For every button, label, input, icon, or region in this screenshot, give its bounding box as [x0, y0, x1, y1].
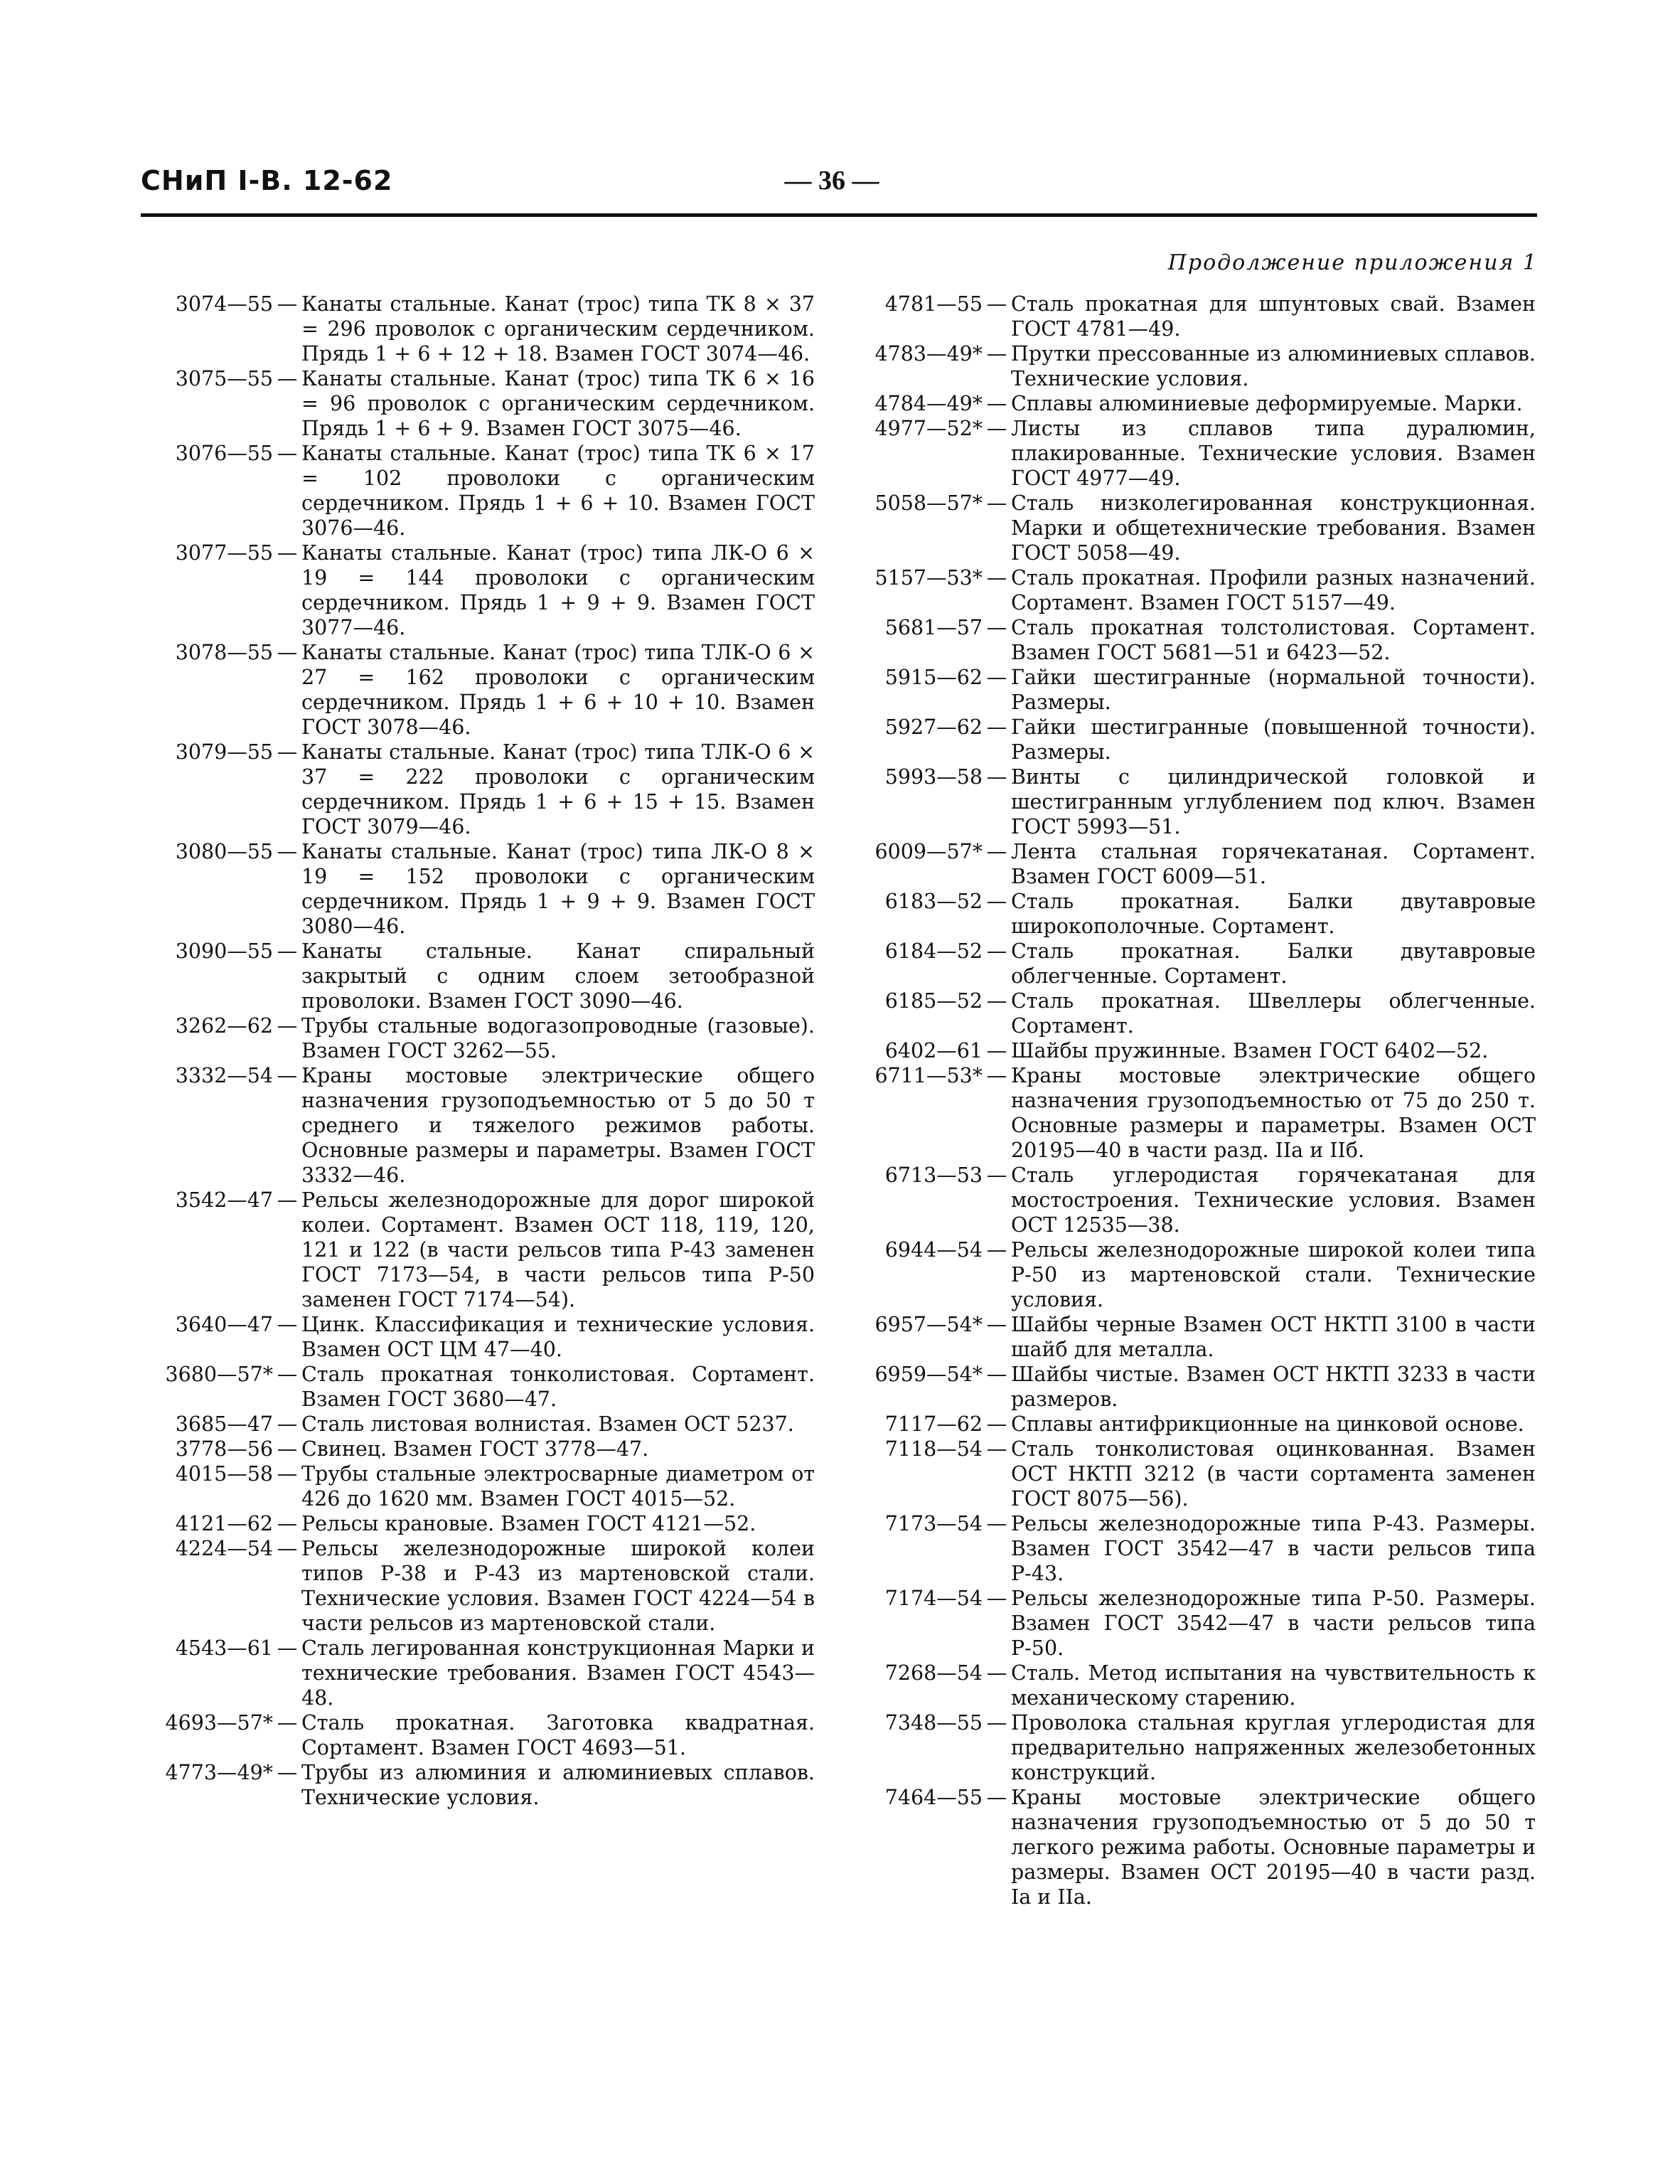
standard-number: 4543—61: [175, 1636, 273, 1660]
entry-dash: —: [986, 890, 1007, 913]
standard-entry: [142, 1536, 815, 1636]
entry-dash: —: [277, 1313, 298, 1336]
standard-description: Канаты стальные. Канат спиральный закрытый с одним слоем зетообразной проволоки. Взамен ГОСТ 3090—46.: [301, 939, 815, 1013]
entry-dash: —: [986, 342, 1007, 366]
standard-description: Краны мостовые электрические общего назначения грузоподъемностью от 5 до 50 т легкого режима работы. Основные параметры и размеры. Взамен ОСТ 20195—40 в части разд. Iа и IIа.: [1011, 1786, 1536, 1909]
entry-dash: —: [277, 1437, 298, 1461]
standard-entry: [142, 1461, 815, 1511]
entry-dash: —: [277, 1363, 298, 1386]
standard-description: Трубы стальные электросварные диаметром от 426 до 1620 мм. Взамен ГОСТ 4015—52.: [301, 1462, 815, 1511]
standard-description: Сталь. Метод испытания на чувствительность к механическому старению.: [1011, 1661, 1536, 1710]
standard-number: 3074—55: [175, 292, 273, 316]
standard-number: 3090—55: [175, 939, 273, 963]
standard-entry: [142, 292, 815, 366]
standard-description: Рельсы железнодорожные широкой колеи типа Р-50 из мартеновской стали. Технические условия.: [1011, 1238, 1536, 1311]
standard-entry: [862, 665, 1536, 715]
standard-entry: [862, 1710, 1536, 1785]
entry-dash: —: [986, 715, 1007, 739]
standard-number: 5993—58: [884, 765, 983, 789]
continuation-title: Продолжение приложения 1: [1167, 250, 1538, 275]
standard-entry: [862, 565, 1536, 615]
standard-description: Шайбы пружинные. Взамен ГОСТ 6402—52.: [1011, 1039, 1489, 1062]
standard-description: Сталь листовая волнистая. Взамен ОСТ 5237.: [301, 1412, 794, 1436]
entry-dash: —: [277, 840, 298, 863]
entry-dash: —: [986, 1786, 1007, 1809]
entry-dash: —: [986, 1437, 1007, 1461]
entry-dash: —: [277, 939, 298, 963]
standard-entry: [142, 939, 815, 1013]
standard-description: Рельсы железнодорожные для дорог широкой колеи. Сортамент. Взамен ОСТ 118, 119, 120, 121 и 122 (в части рельсов типа Р-43 заменен ГОСТ 7173—54, в части рельсов типа Р-50 заменен ГОСТ 7174—54).: [301, 1188, 815, 1311]
standard-number: 7464—55: [884, 1786, 983, 1809]
entry-dash: —: [277, 541, 298, 565]
standard-entry: [142, 1312, 815, 1362]
left-column: [142, 292, 815, 1810]
entry-dash: —: [986, 1661, 1007, 1685]
standard-entry: [862, 1163, 1536, 1237]
standard-description: Лента стальная горячекатаная. Сортамент. Взамен ГОСТ 6009—51.: [1011, 840, 1536, 888]
standard-description: Сталь прокатная. Профили разных назначений. Сортамент. Взамен ГОСТ 5157—49.: [1011, 566, 1536, 614]
standard-number: 3685—47: [175, 1412, 273, 1436]
entry-dash: —: [277, 292, 298, 316]
standard-number: 4977—52*: [874, 417, 983, 440]
entry-dash: —: [277, 442, 298, 465]
standard-entry: [862, 1785, 1536, 1909]
entry-dash: —: [986, 1587, 1007, 1610]
standard-entry: [862, 1661, 1536, 1710]
standard-number: 3778—56: [175, 1437, 273, 1461]
standard-entry: [862, 1312, 1536, 1362]
standard-description: Сталь легированная конструкционная Марки и технические требования. Взамен ГОСТ 4543—48.: [301, 1636, 815, 1710]
standard-number: 4781—55: [884, 292, 983, 316]
entry-dash: —: [277, 740, 298, 764]
standard-entry: [862, 1038, 1536, 1063]
standard-number: 6711—53*: [874, 1064, 983, 1087]
entry-dash: —: [986, 1039, 1007, 1062]
standard-description: Рельсы железнодорожные типа Р-43. Размеры. Взамен ГОСТ 3542—47 в части рельсов типа Р-43.: [1011, 1512, 1536, 1585]
standard-description: Сплавы алюминиевые деформируемые. Марки.: [1011, 392, 1523, 415]
entry-dash: —: [986, 417, 1007, 440]
standard-number: 7348—55: [884, 1711, 983, 1735]
entry-dash: —: [277, 1537, 298, 1560]
standard-description: Канаты стальные. Канат (трос) типа ТК 6 × 16 = 96 проволок с органическим сердечником. Прядь 1 + 6 + 9. Взамен ГОСТ 3075—46.: [301, 367, 815, 440]
document-code: СНиП I-В. 12-62: [141, 165, 393, 196]
standard-number: 7117—62: [884, 1412, 983, 1436]
standard-entry: [142, 1511, 815, 1536]
standard-number: 6183—52: [884, 890, 983, 913]
standard-number: 5157—53*: [874, 566, 983, 590]
standard-entry: [142, 1188, 815, 1312]
standard-entry: [862, 1063, 1536, 1163]
standard-description: Проволока стальная круглая углеродистая для предварительно напряженных железобетонных конструкций.: [1011, 1711, 1536, 1784]
standard-description: Прутки прессованные из алюминиевых сплавов. Технические условия.: [1011, 342, 1536, 390]
standard-description: Сталь низколегированная конструкционная. Марки и общетехнические требования. Взамен ГОСТ 5058—49.: [1011, 491, 1536, 565]
entry-dash: —: [277, 1462, 298, 1486]
entry-dash: —: [986, 1412, 1007, 1436]
standard-description: Сталь прокатная. Балки двутавровые облегченные. Сортамент.: [1011, 939, 1536, 988]
standard-number: 3640—47: [175, 1313, 273, 1336]
standard-description: Гайки шестигранные (повышенной точности). Размеры.: [1011, 715, 1536, 764]
standard-entry: [862, 715, 1536, 765]
standard-description: Канаты стальные. Канат (трос) типа ТЛК-О 6 × 37 = 222 проволоки с органическим сердечником. Прядь 1 + 6 + 15 + 15. Взамен ГОСТ 3079—46.: [301, 740, 815, 838]
standard-entry: [142, 540, 815, 640]
standard-number: 3262—62: [175, 1014, 273, 1038]
standard-description: Канаты стальные. Канат (трос) типа ТК 6 × 17 = 102 проволоки с органическим сердечником. Прядь 1 + 6 + 10. Взамен ГОСТ 3076—46.: [301, 442, 815, 540]
standard-description: Гайки шестигранные (нормальной точности). Размеры.: [1011, 666, 1536, 714]
entry-dash: —: [986, 1064, 1007, 1087]
entry-dash: —: [986, 616, 1007, 639]
standard-entry: [862, 615, 1536, 665]
entry-dash: —: [986, 392, 1007, 415]
standard-description: Шайбы чистые. Взамен ОСТ НКТП 3233 в части размеров.: [1011, 1363, 1536, 1411]
standard-entry: [862, 1237, 1536, 1312]
standard-description: Канаты стальные. Канат (трос) типа ТЛК-О 6 × 27 = 162 проволоки с органическим сердечником. Прядь 1 + 6 + 10 + 10. Взамен ГОСТ 3078—46.: [301, 641, 815, 739]
standard-entry: [862, 1586, 1536, 1661]
standard-entry: [862, 889, 1536, 939]
standard-description: Трубы из алюминия и алюминиевых сплавов. Технические условия.: [301, 1761, 815, 1809]
standard-entry: [142, 1437, 815, 1461]
standard-number: 4224—54: [175, 1537, 273, 1560]
entry-dash: —: [986, 939, 1007, 963]
standard-number: 6009—57*: [874, 840, 983, 863]
standard-entry: [862, 1362, 1536, 1412]
entry-dash: —: [986, 989, 1007, 1013]
standard-number: 4693—57*: [165, 1711, 273, 1735]
standard-entry: [142, 1636, 815, 1710]
standard-number: 7173—54: [884, 1512, 983, 1535]
entry-dash: —: [986, 666, 1007, 689]
entry-dash: —: [986, 1512, 1007, 1535]
standard-number: 3079—55: [175, 740, 273, 764]
entry-dash: —: [986, 765, 1007, 789]
standard-description: Краны мостовые электрические общего назначения грузоподъемностью от 75 до 250 т. Основные размеры и параметры. Взамен ОСТ 20195—40 в части разд. IIа и IIб.: [1011, 1064, 1536, 1162]
page-number: — 36 —: [784, 166, 879, 196]
standard-number: 6957—54*: [874, 1313, 983, 1336]
standard-entry: [142, 740, 815, 839]
entry-dash: —: [277, 367, 298, 390]
standard-entry: [142, 1710, 815, 1760]
standard-description: Рельсы железнодорожные типа Р-50. Размеры. Взамен ГОСТ 3542—47 в части рельсов типа Р-50.: [1011, 1587, 1536, 1660]
standard-number: 3080—55: [175, 840, 273, 863]
entry-dash: —: [986, 292, 1007, 316]
standard-entry: [862, 765, 1536, 839]
standard-number: 4783—49*: [874, 342, 983, 366]
standard-entry: [862, 416, 1536, 491]
standard-number: 5681—57: [884, 616, 983, 639]
entry-dash: —: [277, 1188, 298, 1212]
standard-number: 6185—52: [884, 989, 983, 1013]
entry-dash: —: [277, 1761, 298, 1784]
standard-number: 4015—58: [175, 1462, 273, 1486]
standard-entry: [142, 1412, 815, 1437]
standard-description: Канаты стальные. Канат (трос) типа ЛК-О 6 × 19 = 144 проволоки с органическим сердечником. Прядь 1 + 9 + 9. Взамен ГОСТ 3077—46.: [301, 541, 815, 639]
standard-description: Сталь прокатная. Швеллеры облегченные. Сортамент.: [1011, 989, 1536, 1038]
entry-dash: —: [277, 1636, 298, 1660]
standard-description: Канаты стальные. Канат (трос) типа ЛК-О 8 × 19 = 152 проволоки с органическим сердечником. Прядь 1 + 9 + 9. Взамен ГОСТ 3080—46.: [301, 840, 815, 938]
entry-dash: —: [277, 1711, 298, 1735]
standard-number: 7174—54: [884, 1587, 983, 1610]
standard-number: 5915—62: [884, 666, 983, 689]
standard-number: 3078—55: [175, 641, 273, 664]
standard-number: 5927—62: [884, 715, 983, 739]
standard-description: Рельсы железнодорожные широкой колеи типов Р-38 и Р-43 из мартеновской стали. Технические условия. Взамен ГОСТ 4224—54 в части рельсов из мартеновской стали.: [301, 1537, 815, 1635]
standard-entry: [142, 640, 815, 740]
standard-description: Свинец. Взамен ГОСТ 3778—47.: [301, 1437, 649, 1461]
standard-entry: [862, 939, 1536, 989]
standard-description: Листы из сплавов типа дуралюмин, плакированные. Технические условия. Взамен ГОСТ 4977—49.: [1011, 417, 1536, 490]
standard-number: 5058—57*: [874, 491, 983, 515]
standard-description: Сталь прокатная толстолистовая. Сортамент. Взамен ГОСТ 5681—51 и 6423—52.: [1011, 616, 1536, 664]
standard-number: 6944—54: [884, 1238, 983, 1262]
standard-description: Цинк. Классификация и технические условия. Взамен ОСТ ЦМ 47—40.: [301, 1313, 815, 1361]
standard-entry: [862, 1412, 1536, 1437]
entry-dash: —: [986, 1163, 1007, 1187]
standard-number: 4121—62: [175, 1512, 273, 1535]
entry-dash: —: [277, 1412, 298, 1436]
entry-dash: —: [986, 1313, 1007, 1336]
standard-number: 6959—54*: [874, 1363, 983, 1386]
entry-dash: —: [277, 641, 298, 664]
standard-entry: [142, 366, 815, 441]
standard-description: Сталь прокатная. Балки двутавровые широкополочные. Сортамент.: [1011, 890, 1536, 938]
standard-number: 4784—49*: [874, 392, 983, 415]
standard-description: Сталь тонколистовая оцинкованная. Взамен ОСТ НКТП 3212 (в части сортамента заменен ГОСТ 8075—56).: [1011, 1437, 1536, 1511]
standard-entry: [862, 292, 1536, 341]
entry-dash: —: [277, 1064, 298, 1087]
standard-number: 7268—54: [884, 1661, 983, 1685]
standard-entry: [142, 1063, 815, 1188]
standard-description: Винты с цилиндрической головкой и шестигранным углублением под ключ. Взамен ГОСТ 5993—51.: [1011, 765, 1536, 838]
entry-dash: —: [986, 1238, 1007, 1262]
standard-entry: [862, 989, 1536, 1038]
standard-description: Сталь прокатная. Заготовка квадратная. Сортамент. Взамен ГОСТ 4693—51.: [301, 1711, 815, 1759]
entry-dash: —: [986, 840, 1007, 863]
standard-description: Сталь прокатная тонколистовая. Сортамент. Взамен ГОСТ 3680—47.: [301, 1363, 815, 1411]
entry-dash: —: [986, 1711, 1007, 1735]
standard-entry: [862, 391, 1536, 416]
standard-description: Сплавы антифрикционные на цинковой основе.: [1011, 1412, 1524, 1436]
standard-number: 6713—53: [884, 1163, 983, 1187]
entry-dash: —: [277, 1014, 298, 1038]
standard-entry: [142, 1362, 815, 1412]
standard-number: 7118—54: [884, 1437, 983, 1461]
standard-description: Краны мостовые электрические общего назначения грузоподъемностью от 5 до 50 т среднего и тяжелого режимов работы. Основные размеры и параметры. Взамен ГОСТ 3332—46.: [301, 1064, 815, 1187]
standard-number: 6402—61: [884, 1039, 983, 1062]
standard-description: Канаты стальные. Канат (трос) типа ТК 8 × 37 = 296 проволок с органическим сердечником. Прядь 1 + 6 + 12 + 18. Взамен ГОСТ 3074—46.: [301, 292, 815, 366]
right-column: [862, 292, 1536, 1909]
standard-number: 4773—49*: [165, 1761, 273, 1784]
standard-entry: [142, 1013, 815, 1063]
standard-description: Шайбы черные Взамен ОСТ НКТП 3100 в части шайб для металла.: [1011, 1313, 1536, 1361]
standard-entry: [142, 441, 815, 540]
standard-entry: [862, 1511, 1536, 1586]
standard-number: 3077—55: [175, 541, 273, 565]
entry-dash: —: [986, 491, 1007, 515]
standard-number: 3680—57*: [165, 1363, 273, 1386]
standard-entry: [862, 1437, 1536, 1511]
standard-entry: [142, 1760, 815, 1810]
standard-description: Сталь углеродистая горячекатаная для мостостроения. Технические условия. Взамен ОСТ 12535—38.: [1011, 1163, 1536, 1237]
standard-entry: [862, 839, 1536, 889]
header-rule: [141, 213, 1537, 217]
entry-dash: —: [986, 566, 1007, 590]
standard-number: 3542—47: [175, 1188, 273, 1212]
entry-dash: —: [277, 1512, 298, 1535]
standard-entry: [142, 839, 815, 939]
standard-entry: [862, 341, 1536, 391]
standard-description: Трубы стальные водогазопроводные (газовые). Взамен ГОСТ 3262—55.: [301, 1014, 815, 1062]
standard-number: 3332—54: [175, 1064, 273, 1087]
standard-number: 3076—55: [175, 442, 273, 465]
standard-entry: [862, 491, 1536, 565]
standard-number: 3075—55: [175, 367, 273, 390]
standard-number: 6184—52: [884, 939, 983, 963]
entry-dash: —: [986, 1363, 1007, 1386]
standard-description: Рельсы крановые. Взамен ГОСТ 4121—52.: [301, 1512, 756, 1535]
standard-description: Сталь прокатная для шпунтовых свай. Взамен ГОСТ 4781—49.: [1011, 292, 1536, 341]
